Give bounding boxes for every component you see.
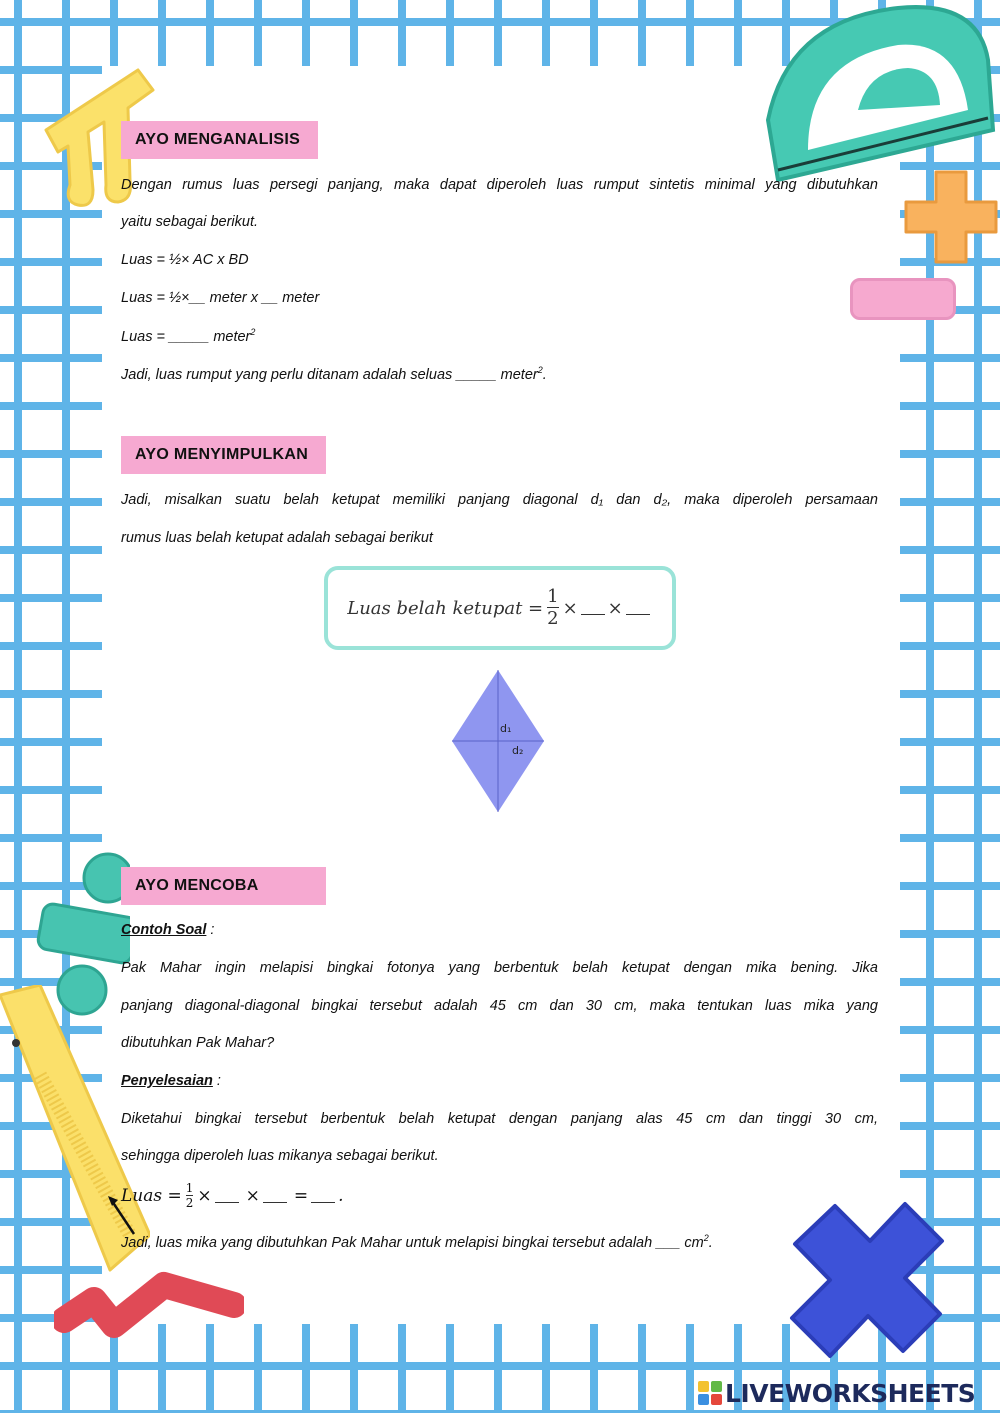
diagonal-d1-label: d₁	[500, 722, 512, 735]
analisis-conclusion: Jadi, luas rumput yang perlu ditanam adalah seluas _____ meter$^2$.	[121, 365, 547, 383]
soal-line-2: panjang diagonal-diagonal bingkai tersebut adalah 45 cm dan 30 cm, maka tentukan luas mika yang	[121, 998, 878, 1014]
luas-equation: Luas = $\frac{1}{2}$ × × = .	[121, 1181, 344, 1211]
equation-blank-1[interactable]	[215, 1190, 239, 1203]
diagonal-d2-label: d₂	[512, 744, 524, 757]
diketahui-line-1: Diketahui bingkai tersebut berbentuk belah ketupat dengan panjang alas 45 cm dan tinggi 30 cm,	[121, 1111, 878, 1127]
rhombus-area-formula-box: Luas belah ketupat = $\frac{1}{2}$ × ×	[324, 566, 676, 650]
mencoba-conclusion: Jadi, luas mika yang dibutuhkan Pak Mahar untuk melapisi bingkai tersebut adalah ___ $cm^2$.	[121, 1233, 713, 1251]
analisis-text-line-1: Dengan rumus luas persegi panjang, maka dapat diperoleh luas rumput sintetis minimal yang dibutuhkan	[121, 177, 878, 193]
diketahui-line-2: sehingga diperoleh luas mikanya sebagai berikut.	[121, 1148, 439, 1164]
contoh-soal-heading: Contoh Soal :	[121, 922, 215, 938]
rhombus-diagram	[452, 670, 544, 812]
formula-blank-1[interactable]	[581, 602, 605, 615]
section-title-menyimpulkan: AYO MENYIMPULKAN	[121, 436, 326, 474]
formula-blank-2[interactable]	[626, 602, 650, 615]
cursor-arrow-icon	[106, 1194, 138, 1238]
soal-line-1: Pak Mahar ingin melapisi bingkai fotonya yang berbentuk belah ketupat dengan mika bening. Jika	[121, 960, 878, 976]
section-title-mencoba: AYO MENCOBA	[121, 867, 326, 905]
zigzag-icon	[54, 1270, 244, 1360]
menyimpulkan-text-line-2: rumus luas belah ketupat adalah sebagai berikut	[121, 530, 433, 546]
section-title-menganalisis: AYO MENGANALISIS	[121, 121, 318, 159]
liveworksheets-logo-icon	[698, 1381, 722, 1405]
luas-formula-2: Luas = ½×__ meter x __ meter	[121, 290, 320, 306]
analisis-text-line-2: yaitu sebagai berikut.	[121, 214, 259, 230]
luas-formula-1: Luas = ½× AC x BD	[121, 252, 249, 268]
formula-fraction: $\frac{1}{2}$	[547, 586, 559, 629]
soal-line-3: dibutuhkan Pak Mahar?	[121, 1035, 275, 1051]
plus-sign-icon	[902, 168, 1000, 266]
equation-blank-3[interactable]	[311, 1190, 335, 1203]
formula-label: Luas belah ketupat =	[347, 597, 544, 619]
multiply-sign-icon	[780, 1196, 950, 1366]
liveworksheets-logo[interactable]: LIVEWORKSHEETS	[698, 1378, 975, 1408]
luas-formula-3: Luas = _____ meter$^2$	[121, 327, 256, 345]
equation-blank-2[interactable]	[263, 1190, 287, 1203]
penyelesaian-heading: Penyelesaian :	[121, 1073, 221, 1089]
menyimpulkan-text-line-1: Jadi, misalkan suatu belah ketupat memiliki panjang diagonal d₁ dan d₂, maka diperoleh persamaan	[121, 492, 878, 508]
